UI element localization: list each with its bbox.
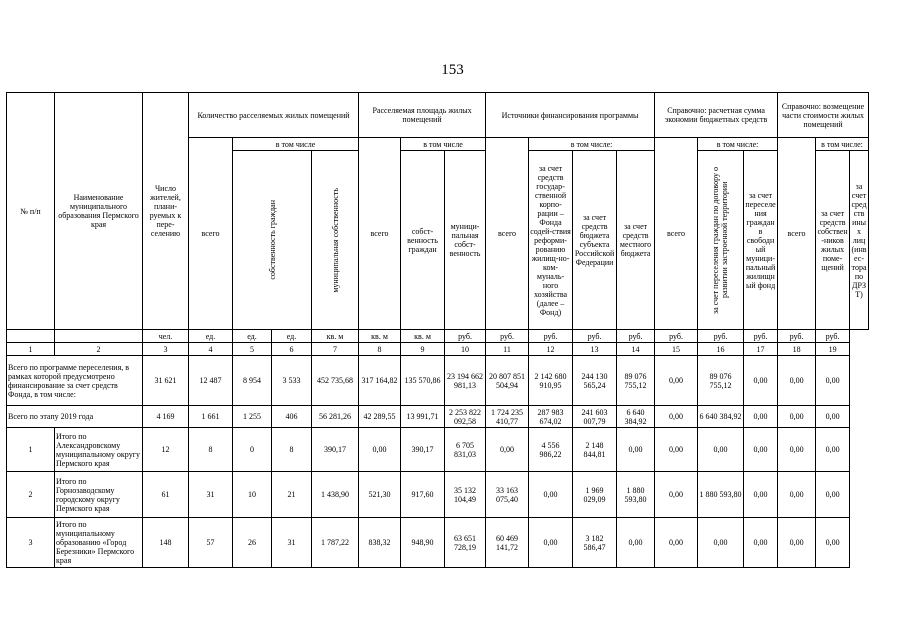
header-src-fund: за счет средств государ-ственной корпо-рации – Фонда содей-ствия реформи-рованию жилищ-но-ком-муналь-ного хозяйства (далее – Фонд) [529,151,573,330]
table-row [7,472,869,518]
col-index: 12 [529,343,573,356]
unit-cell: руб. [655,330,698,343]
table-cell: 2 142 680 910,95 [529,356,573,406]
units-blank [7,330,55,343]
header-reimb-other: за счет средств иных лиц (инвес-тора по ДРЗТ) [850,151,869,330]
row-number: 3 [7,518,55,568]
col-index: 8 [359,343,401,356]
unit-cell: руб. [573,330,617,343]
table-cell: 948,90 [401,518,445,568]
table-cell: 0,00 [698,518,744,568]
header-area-incl: в том числе [401,138,486,151]
table-cell: 0,00 [816,406,850,428]
col-index: 16 [698,343,744,356]
table-cell: 0,00 [617,518,655,568]
row-name: Всего по программе переселения, в рамках которой предусмотрено финансирование за счет средств Фонда, в том числе: [7,356,143,406]
col-index: 3 [143,343,189,356]
table-cell: 0,00 [655,472,698,518]
col-index: 4 [189,343,233,356]
table-cell: 0,00 [529,472,573,518]
table-cell: 1 661 [189,406,233,428]
header-src-region: за счет средств бюджета субъекта Российской Федерации [573,151,617,330]
table-cell: 12 [143,428,189,472]
row-number: 2 [7,472,55,518]
table-cell: 1 880 593,80 [698,472,744,518]
table-cell: 0,00 [744,406,778,428]
table-cell: 56 281,26 [312,406,359,428]
table-cell: 1 787,22 [312,518,359,568]
unit-cell: чел. [143,330,189,343]
table-cell: 0,00 [698,428,744,472]
table-cell: 452 735,68 [312,356,359,406]
table-cell: 0,00 [617,428,655,472]
table-cell: 89 076 755,12 [698,356,744,406]
unit-cell: кв. м [312,330,359,343]
table-cell: 2 253 822 092,58 [445,406,486,428]
table-cell: 3 533 [272,356,312,406]
table-cell: 0,00 [744,518,778,568]
table-cell: 0,00 [778,518,816,568]
col-index: 14 [617,343,655,356]
page-number: 153 [441,62,464,78]
table-row [7,518,869,568]
col-index: 19 [816,343,850,356]
header-area-own: собст-венность граждан [401,151,445,330]
table-cell: 61 [143,472,189,518]
header-count-mun: муниципальная собственность [330,187,340,293]
table-cell: 57 [189,518,233,568]
col-index: 15 [655,343,698,356]
table-cell: 0,00 [744,472,778,518]
table-cell: 1 438,90 [312,472,359,518]
table-cell: 390,17 [401,428,445,472]
col-index: 11 [486,343,529,356]
unit-cell: руб. [778,330,816,343]
table-cell: 8 [189,428,233,472]
table-cell: 0,00 [816,518,850,568]
table-cell: 20 807 851 504,94 [486,356,529,406]
unit-cell: руб. [529,330,573,343]
header-count-own: собственность граждан [267,200,277,280]
table-cell: 1 724 235 410,77 [486,406,529,428]
table-cell: 0,00 [778,406,816,428]
table-cell: 26 [233,518,272,568]
header-area-group: Расселяемая площадь жилых помещений [359,93,486,138]
row-name: Итого по муниципальному образованию «Город Березники» Пермского края [55,518,143,568]
table-cell: 6 640 384,92 [698,406,744,428]
table-cell: 4 556 986,22 [529,428,573,472]
header-econ-total: всего [655,138,698,330]
header-num: № п/п [7,93,55,330]
header-economy-group: Справочно: расчетная сумма экономии бюджетных средств [655,93,778,138]
resettlement-table [6,92,869,568]
table-cell: 6 640 384,92 [617,406,655,428]
table-cell: 0 [233,428,272,472]
header-reimb-incl: в том числе: [816,138,869,151]
header-name: Наименование муниципального образования Пермского края [55,93,143,330]
table-cell: 0,00 [744,356,778,406]
header-count-total: всего [189,138,233,330]
table-cell: 241 603 007,79 [573,406,617,428]
table-cell: 2 148 844,81 [573,428,617,472]
header-econ-incl: в том числе: [698,138,778,151]
table-cell: 917,60 [401,472,445,518]
header-sources-group: Источники финансирования программы [486,93,655,138]
unit-cell: ед. [272,330,312,343]
header-reimb-group: Справочно: возмещение части стоимости жилых помещений [778,93,869,138]
table-cell: 838,32 [359,518,401,568]
table-cell: 287 983 674,02 [529,406,573,428]
header-count-group: Количество расселяемых жилых помещений [189,93,359,138]
table-cell: 23 194 662 981,13 [445,356,486,406]
unit-cell: руб. [486,330,529,343]
header-econ-free: за счет переселения граждан в свободный муници-пальный жилищный фонд [744,151,778,330]
col-index: 10 [445,343,486,356]
table-cell: 0,00 [778,356,816,406]
table-cell: 0,00 [529,518,573,568]
table-cell: 12 487 [189,356,233,406]
table-cell: 35 132 104,49 [445,472,486,518]
table-cell: 0,00 [778,428,816,472]
col-index: 9 [401,343,445,356]
header-count-incl: в том числе [233,138,359,151]
table-cell: 244 130 565,24 [573,356,617,406]
row-number: 1 [7,428,55,472]
col-index: 6 [272,343,312,356]
table-cell: 0,00 [816,472,850,518]
col-index: 2 [55,343,143,356]
table-cell: 148 [143,518,189,568]
table-cell: 0,00 [359,428,401,472]
table-cell: 8 954 [233,356,272,406]
unit-cell: ед. [233,330,272,343]
table-cell: 0,00 [778,472,816,518]
table-cell: 33 163 075,40 [486,472,529,518]
table-cell: 31 [189,472,233,518]
unit-cell: руб. [744,330,778,343]
unit-cell: ед. [189,330,233,343]
col-index: 17 [744,343,778,356]
table-cell: 0,00 [816,356,850,406]
unit-cell: кв. м [401,330,445,343]
table-cell: 31 621 [143,356,189,406]
table-cell: 3 182 586,47 [573,518,617,568]
table-row [7,428,869,472]
table-cell: 406 [272,406,312,428]
table-cell: 0,00 [655,428,698,472]
header-reimb-own: за счет средств собствен-ников жилых поме-щений [816,151,850,330]
header-src-incl: в том числе: [529,138,655,151]
table-cell: 60 469 141,72 [486,518,529,568]
table-cell: 13 991,71 [401,406,445,428]
table-cell: 135 570,86 [401,356,445,406]
unit-cell: руб. [698,330,744,343]
unit-cell: руб. [617,330,655,343]
col-index: 13 [573,343,617,356]
col-index: 1 [7,343,55,356]
unit-cell: руб. [445,330,486,343]
table-cell: 42 289,55 [359,406,401,428]
table-cell: 0,00 [816,428,850,472]
col-index: 18 [778,343,816,356]
table-cell: 1 255 [233,406,272,428]
table-cell: 21 [272,472,312,518]
table-row [7,356,869,406]
header-src-local: за счет средств местного бюджета [617,151,655,330]
unit-cell: руб. [816,330,850,343]
header-src-total: всего [486,138,529,330]
table-cell: 521,30 [359,472,401,518]
header-econ-dev-cell [698,151,744,330]
header-reimb-total: всего [778,138,816,330]
table-cell: 63 651 728,19 [445,518,486,568]
table-cell: 31 [272,518,312,568]
header-residents: Число жителей, плани-руемых к пере-селению [143,93,189,330]
table-cell: 6 705 831,03 [445,428,486,472]
row-name: Всего по этапу 2019 года [7,406,143,428]
header-count-mun-cell [312,151,359,330]
table-cell: 0,00 [655,518,698,568]
table-cell: 1 969 029,09 [573,472,617,518]
unit-cell: кв. м [359,330,401,343]
table-cell: 317 164,82 [359,356,401,406]
table-cell: 1 880 593,80 [617,472,655,518]
row-name: Итого по Александровскому муниципальному округу Пермского края [55,428,143,472]
table-cell: 8 [272,428,312,472]
table-cell: 89 076 755,12 [617,356,655,406]
header-area-total: всего [359,138,401,330]
col-index: 7 [312,343,359,356]
row-name: Итого по Горнозаводскому городскому округу Пермского края [55,472,143,518]
table-cell: 4 169 [143,406,189,428]
table-cell: 0,00 [486,428,529,472]
col-index: 5 [233,343,272,356]
header-area-mun: муници-пальная собст-венность [445,151,486,330]
table-cell: 0,00 [655,406,698,428]
units-blank [55,330,143,343]
table-cell: 390,17 [312,428,359,472]
table-cell: 10 [233,472,272,518]
table-cell: 0,00 [655,356,698,406]
header-count-own-cell [233,151,312,330]
table-cell: 0,00 [744,428,778,472]
header-econ-dev: за счет переселения граждан по договору о развитии застроенной территории [710,166,729,314]
table-row [7,406,869,428]
